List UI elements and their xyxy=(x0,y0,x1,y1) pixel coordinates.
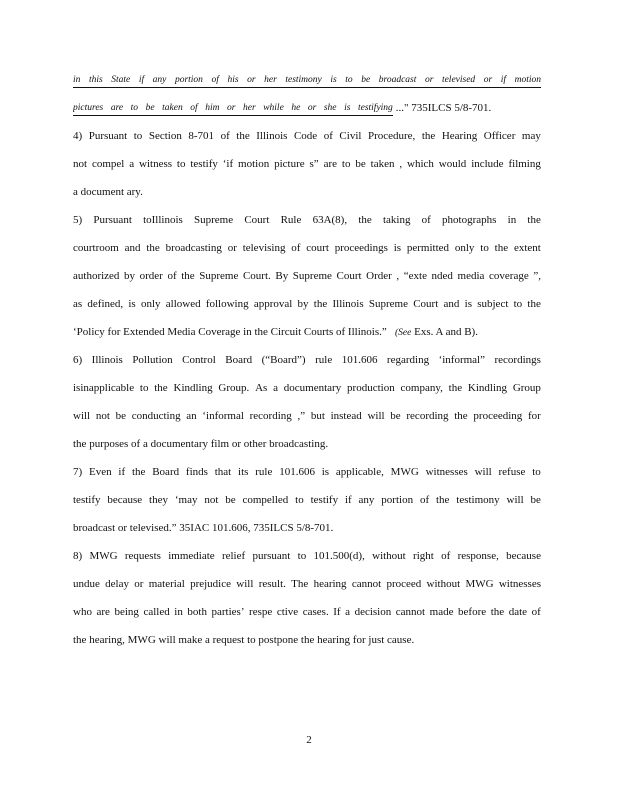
word: permitted xyxy=(406,242,450,254)
word: his xyxy=(227,75,239,85)
word: to xyxy=(480,242,489,254)
word: Hearing xyxy=(441,130,478,142)
word: MWG xyxy=(89,550,118,562)
word: is xyxy=(344,103,351,113)
word: or xyxy=(247,75,256,85)
word: for xyxy=(527,410,541,422)
word: If xyxy=(333,606,341,618)
word: Court. xyxy=(242,270,271,282)
word: its xyxy=(238,466,249,478)
word: Group xyxy=(512,382,541,394)
word: Rule xyxy=(280,214,302,226)
word: cannot xyxy=(395,606,426,618)
word: the xyxy=(494,242,509,254)
word: of xyxy=(190,103,198,113)
para-5-line-4 xyxy=(73,297,541,311)
word: recording xyxy=(249,410,292,422)
word: rule xyxy=(255,466,273,478)
word: witnesses xyxy=(425,466,468,478)
word: 101.606 xyxy=(341,354,378,366)
word: cases. xyxy=(302,606,329,618)
word: or xyxy=(227,242,237,254)
word: (“Board”) xyxy=(261,354,306,366)
word: Pursuant xyxy=(93,214,132,226)
word: be xyxy=(530,494,541,506)
word: her xyxy=(242,103,256,113)
word: By xyxy=(275,270,289,282)
para-6-line-4: the purposes of a documentary film or other broadcasting. xyxy=(73,438,329,450)
word: defined, xyxy=(87,298,124,310)
word: approval xyxy=(253,298,293,310)
word: the xyxy=(313,298,328,310)
word: 4) xyxy=(73,130,83,142)
word: be xyxy=(115,410,126,422)
word: Civil xyxy=(339,130,362,142)
para-7-line-3: broadcast or televised.” 35IAC 101.606, 735ILCS 5/8-701. xyxy=(73,522,334,534)
word: to xyxy=(341,158,351,170)
word: her xyxy=(264,75,277,85)
word: of xyxy=(220,130,230,142)
word: photographs xyxy=(442,214,497,226)
word: coverage xyxy=(489,270,529,282)
para-5-line-2 xyxy=(73,241,541,255)
word: documentary xyxy=(283,382,342,394)
word: are xyxy=(96,606,110,618)
word: Supreme xyxy=(292,270,332,282)
para-5-line-3 xyxy=(73,269,541,283)
word: portion xyxy=(381,494,414,506)
word: be xyxy=(145,103,155,113)
word: As xyxy=(255,382,268,394)
word: filming xyxy=(508,158,541,170)
word: witness xyxy=(139,158,173,170)
word: Procedure, xyxy=(367,130,416,142)
word: or xyxy=(134,578,144,590)
word: called xyxy=(143,606,170,618)
word: the xyxy=(527,214,541,226)
word: this xyxy=(88,75,103,85)
word: Pollution xyxy=(132,354,173,366)
word: immediate xyxy=(168,550,215,562)
word: decision xyxy=(354,606,392,618)
policy-title: ‘Policy for Extended Media Coverage in the Circuit Courts of Illinois.” xyxy=(73,326,387,338)
word: Illinois xyxy=(332,298,364,310)
word: to xyxy=(139,382,149,394)
word: Kindling xyxy=(173,382,213,394)
word: Board xyxy=(225,354,253,366)
word: material xyxy=(148,578,185,590)
word: is xyxy=(321,466,330,478)
word: ‘if xyxy=(222,158,234,170)
word: of xyxy=(421,214,431,226)
word: Board xyxy=(152,466,180,478)
word: of xyxy=(291,242,301,254)
word: subject xyxy=(477,298,509,310)
word: he xyxy=(291,103,301,113)
word: to xyxy=(345,75,353,85)
word: the xyxy=(490,606,505,618)
word: be xyxy=(355,158,366,170)
word: taking xyxy=(382,214,411,226)
para-5-line-1 xyxy=(73,213,541,227)
word: MWG xyxy=(390,466,419,478)
word: the xyxy=(435,494,450,506)
word: him xyxy=(205,103,220,113)
word: 63A(8), xyxy=(312,214,348,226)
word: to xyxy=(532,466,541,478)
word: rule xyxy=(315,354,333,366)
word: motion xyxy=(238,158,270,170)
word: ‘informal xyxy=(202,410,244,422)
word: The xyxy=(291,578,309,590)
word: both xyxy=(187,606,207,618)
para-4-line-1 xyxy=(73,129,541,143)
word: respe xyxy=(249,606,273,618)
word: broadcasting xyxy=(165,242,222,254)
word: by xyxy=(297,298,309,310)
word: not xyxy=(204,494,219,506)
word: and xyxy=(124,242,141,254)
word: of xyxy=(441,550,451,562)
word: parties’ xyxy=(211,606,245,618)
word: Section xyxy=(148,130,182,142)
word: the xyxy=(358,214,372,226)
quote-line-1 xyxy=(73,73,541,88)
word: because xyxy=(506,550,541,562)
word: who xyxy=(73,606,92,618)
word: the xyxy=(154,382,168,394)
word: Supreme xyxy=(199,270,239,282)
word: extent xyxy=(513,242,541,254)
word: date xyxy=(508,606,528,618)
word: but xyxy=(310,410,325,422)
word: to xyxy=(297,550,307,562)
word: any xyxy=(358,494,375,506)
word: 6) xyxy=(73,354,83,366)
word: ”, xyxy=(533,270,541,282)
word: the xyxy=(181,270,195,282)
word: broadcast xyxy=(378,75,417,85)
word: picture xyxy=(274,158,305,170)
word: the xyxy=(131,466,146,478)
word: following xyxy=(205,298,249,310)
word: will xyxy=(474,466,492,478)
para-4-line-2 xyxy=(73,157,541,171)
word: requests xyxy=(124,550,161,562)
word: pursuant xyxy=(252,550,291,562)
para-5-line-5 xyxy=(73,325,541,340)
word: applicable, xyxy=(335,466,384,478)
word: proceed xyxy=(386,578,422,590)
word: without xyxy=(426,578,461,590)
word: authorized xyxy=(73,270,120,282)
word: or xyxy=(424,75,434,85)
word: televised xyxy=(441,75,476,85)
word: testifying xyxy=(357,103,393,113)
word: as xyxy=(73,298,83,310)
word: Officer xyxy=(483,130,516,142)
word: of xyxy=(211,75,219,85)
word: proceedings xyxy=(334,242,388,254)
word: portion xyxy=(174,75,203,85)
word: Supreme xyxy=(194,214,234,226)
word: “exte xyxy=(403,270,427,282)
para-7-line-2 xyxy=(73,493,541,507)
para-7-line-1 xyxy=(73,465,541,479)
word: by xyxy=(124,270,136,282)
word: will xyxy=(236,578,254,590)
word: testify xyxy=(73,494,101,506)
word: and xyxy=(443,298,460,310)
word: recording xyxy=(406,410,449,422)
word: to xyxy=(130,103,139,113)
word: Group. xyxy=(218,382,250,394)
word: recordings xyxy=(494,354,541,366)
word: media xyxy=(457,270,485,282)
word: because xyxy=(107,494,143,506)
word: ctive xyxy=(276,606,299,618)
word: Illinois xyxy=(91,354,123,366)
word: instead xyxy=(330,410,362,422)
word: undue xyxy=(73,578,100,590)
word: the xyxy=(448,382,463,394)
word: be xyxy=(225,494,236,506)
word: are xyxy=(323,158,338,170)
word: Code xyxy=(293,130,318,142)
word: isinapplicable xyxy=(73,382,135,394)
word: any xyxy=(152,75,167,85)
word: testify xyxy=(190,158,218,170)
word: the xyxy=(146,242,160,254)
word: televising xyxy=(242,242,286,254)
word: production xyxy=(347,382,395,394)
word: Kindling xyxy=(467,382,508,394)
word: if xyxy=(500,75,507,85)
word: toIllinois xyxy=(143,214,183,226)
word: refuse xyxy=(498,466,526,478)
word: regarding xyxy=(386,354,430,366)
word: to xyxy=(176,158,186,170)
word: not xyxy=(73,158,88,170)
para-6-line-3 xyxy=(73,409,541,423)
word: which xyxy=(407,158,434,170)
para-6-line-2 xyxy=(73,381,541,395)
word: Supreme xyxy=(368,298,408,310)
word: would xyxy=(438,158,467,170)
word: response, xyxy=(457,550,499,562)
word: , xyxy=(399,158,403,170)
word: Control xyxy=(182,354,216,366)
word: ‘may xyxy=(174,494,198,506)
word: made xyxy=(429,606,454,618)
word: proceeding xyxy=(473,410,523,422)
word: finds xyxy=(185,466,208,478)
word: compel xyxy=(91,158,125,170)
para-4-line-3: a document ary. xyxy=(73,186,143,198)
word: right xyxy=(413,550,434,562)
word: the xyxy=(421,130,436,142)
word: or xyxy=(483,75,493,85)
word: s” xyxy=(309,158,319,170)
word: conducting xyxy=(131,410,181,422)
page-number: 2 xyxy=(306,734,312,746)
word: or xyxy=(226,103,236,113)
word: witnesses xyxy=(498,578,541,590)
word: 8) xyxy=(73,550,83,562)
word: to xyxy=(133,130,143,142)
exhibit-ref: Exs. A and B). xyxy=(411,326,478,338)
word: courtroom xyxy=(73,242,119,254)
word: Even xyxy=(88,466,112,478)
word: State xyxy=(111,75,131,85)
para-8-line-2 xyxy=(73,577,541,591)
word: be xyxy=(361,75,371,85)
word: of xyxy=(167,270,177,282)
quote-citation: ..." 735ILCS 5/8-701. xyxy=(393,102,492,114)
para-8-line-1 xyxy=(73,549,541,563)
word: to xyxy=(295,494,304,506)
word: testimony xyxy=(456,494,500,506)
para-6-line-1 xyxy=(73,353,541,367)
word: motion xyxy=(514,75,541,85)
word: is xyxy=(330,75,337,85)
word: is xyxy=(464,298,472,310)
word: company, xyxy=(400,382,443,394)
word: only xyxy=(454,242,475,254)
word: are xyxy=(110,103,124,113)
word: hearing xyxy=(313,578,347,590)
word: delay xyxy=(105,578,129,590)
word: Pursuant xyxy=(88,130,128,142)
word: of xyxy=(419,494,430,506)
word: 101.500(d), xyxy=(313,550,365,562)
quote-line-2 xyxy=(73,101,541,116)
word: that xyxy=(214,466,232,478)
word: compelled xyxy=(242,494,289,506)
see-signal: (See xyxy=(395,328,412,338)
para-8-line-3 xyxy=(73,605,541,619)
word: testimony xyxy=(285,75,322,85)
word: taken xyxy=(162,103,183,113)
word: prejudice xyxy=(190,578,231,590)
word: , xyxy=(396,270,400,282)
word: 5) xyxy=(73,214,83,226)
word: if xyxy=(118,466,126,478)
word: Court xyxy=(336,270,362,282)
word: 7) xyxy=(73,466,83,478)
word: include xyxy=(471,158,504,170)
word: while xyxy=(263,103,284,113)
word: testify xyxy=(310,494,339,506)
word: a xyxy=(129,158,135,170)
word: will xyxy=(506,494,524,506)
word: Court xyxy=(413,298,439,310)
word: of xyxy=(323,130,333,142)
word: order xyxy=(139,270,163,282)
word: of xyxy=(531,606,541,618)
word: to xyxy=(513,298,523,310)
word: is xyxy=(393,242,402,254)
word: in xyxy=(507,214,517,226)
word: they xyxy=(149,494,168,506)
word: Order xyxy=(366,270,392,282)
para-8-line-4: the hearing, MWG will make a request to postpone the hearing for just cause. xyxy=(73,634,415,646)
word: if xyxy=(344,494,352,506)
word: ,” xyxy=(297,410,306,422)
word: being xyxy=(114,606,139,618)
word: taken xyxy=(370,158,395,170)
word: in xyxy=(73,75,81,85)
word: not xyxy=(95,410,110,422)
word: is xyxy=(128,298,136,310)
word: the xyxy=(527,298,541,310)
word: if xyxy=(138,75,145,85)
word: Court xyxy=(244,214,270,226)
quote-line-2-italic xyxy=(73,101,393,116)
word: cannot xyxy=(351,578,382,590)
word: be xyxy=(390,410,401,422)
word: will xyxy=(367,410,385,422)
word: 8-701 xyxy=(188,130,215,142)
word: court xyxy=(306,242,329,254)
word: MWG xyxy=(465,578,494,590)
word: relief xyxy=(221,550,246,562)
word: 101.606 xyxy=(279,466,315,478)
word: will xyxy=(73,410,91,422)
word: ‘informal” xyxy=(438,354,485,366)
word: before xyxy=(458,606,487,618)
word: may xyxy=(521,130,541,142)
word: without xyxy=(372,550,406,562)
word: allowed xyxy=(165,298,201,310)
word: result. xyxy=(258,578,286,590)
word: Illinois xyxy=(256,130,288,142)
word: nded xyxy=(431,270,453,282)
word: or xyxy=(307,103,317,113)
word: pictures xyxy=(73,103,104,113)
word: a xyxy=(345,606,351,618)
word: she xyxy=(323,103,337,113)
word: in xyxy=(174,606,183,618)
word: the xyxy=(454,410,468,422)
word: only xyxy=(140,298,161,310)
word: a xyxy=(273,382,278,394)
word: the xyxy=(236,130,250,142)
word: an xyxy=(186,410,197,422)
